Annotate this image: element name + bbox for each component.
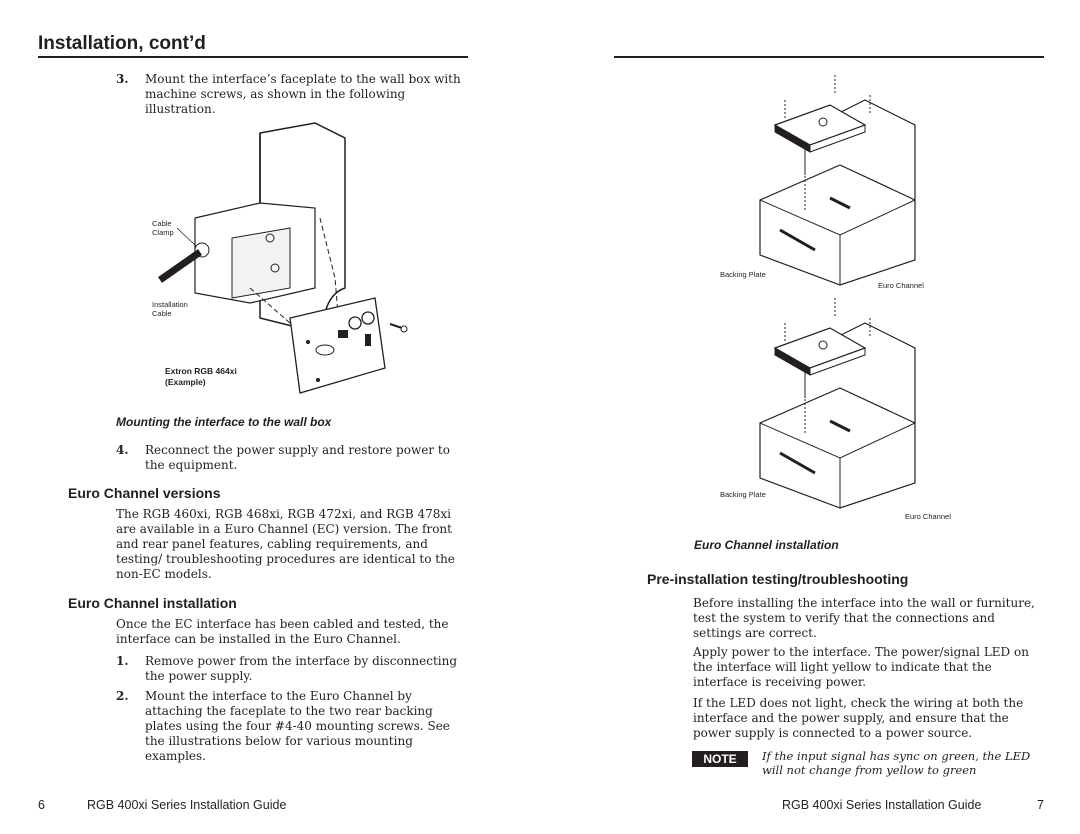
label-euro-channel-top: Euro Channel <box>878 281 924 290</box>
heading-euro-channel-installation: Euro Channel installation <box>68 595 237 611</box>
euro-channel-illustration-top <box>745 70 925 290</box>
footer-title-left: RGB 400xi Series Installation Guide <box>87 798 287 812</box>
figure-caption-euro-channel: Euro Channel installation <box>694 538 839 552</box>
footer-title-right: RGB 400xi Series Installation Guide <box>782 798 982 812</box>
heading-euro-channel-versions: Euro Channel versions <box>68 485 221 501</box>
label-model-example: Extron RGB 464xi (Example) <box>165 366 237 387</box>
label-backing-plate-top: Backing Plate <box>720 270 766 279</box>
pretest-paragraph-1: Before installing the interface into the wall or furniture, test the system to verify that the connections and settings are correct. <box>693 596 1035 640</box>
wall-box-illustration <box>140 118 440 408</box>
header-rule-left <box>38 56 468 58</box>
note-badge: NOTE <box>692 751 748 767</box>
euro-channel-illustration-bottom <box>745 293 925 513</box>
ec-step-2-number: 2. <box>116 689 129 703</box>
label-installation-cable: Installation Cable <box>152 300 188 318</box>
euro-channel-installation-intro: Once the EC interface has been cabled and tested, the interface can be installed in the Euro Channel. <box>116 617 449 646</box>
ec-step-1-number: 1. <box>116 654 129 668</box>
pretest-paragraph-3: If the LED does not light, check the wiring at both the interface and the power supply, and ensure that the power supply is connected to a power source. <box>693 696 1024 740</box>
label-backing-plate-bottom: Backing Plate <box>720 490 766 499</box>
pretest-paragraph-2: Apply power to the interface. The power/signal LED on the interface will light yellow to indicate that the interface is receiving power. <box>693 645 1029 689</box>
step-3-text: Mount the interface’s faceplate to the wall box with machine screws, as shown in the following illustration. <box>145 72 461 116</box>
footer-page-number-right: 7 <box>1037 798 1044 812</box>
label-cable-clamp: Cable Clamp <box>152 219 174 237</box>
step-3-number: 3. <box>116 72 129 86</box>
footer-page-number-left: 6 <box>38 798 45 812</box>
ec-step-1-text: Remove power from the interface by disconnecting the power supply. <box>145 654 458 683</box>
note-text: If the input signal has sync on green, the LED will not change from yellow to green <box>762 749 1031 777</box>
euro-channel-versions-text: The RGB 460xi, RGB 468xi, RGB 472xi, and RGB 478xi are available in a Euro Channel (EC) version. The front and rear panel features, cabling requirements, and testing/ troubleshooting procedures are identical to the non-EC models. <box>116 507 455 581</box>
ec-step-2-text: Mount the interface to the Euro Channel by attaching the faceplate to the two rear backing plates using the four #4-40 mounting screws. See the illustrations below for various mounting examples. <box>145 689 450 763</box>
step-4-number: 4. <box>116 443 129 457</box>
step-4-text: Reconnect the power supply and restore power to the equipment. <box>145 443 450 472</box>
heading-pre-installation: Pre-installation testing/troubleshooting <box>647 571 909 587</box>
page-title: Installation, cont’d <box>38 33 206 54</box>
label-euro-channel-bottom: Euro Channel <box>905 512 951 521</box>
header-rule-right <box>614 56 1044 58</box>
figure-caption-wall-box: Mounting the interface to the wall box <box>116 415 332 429</box>
